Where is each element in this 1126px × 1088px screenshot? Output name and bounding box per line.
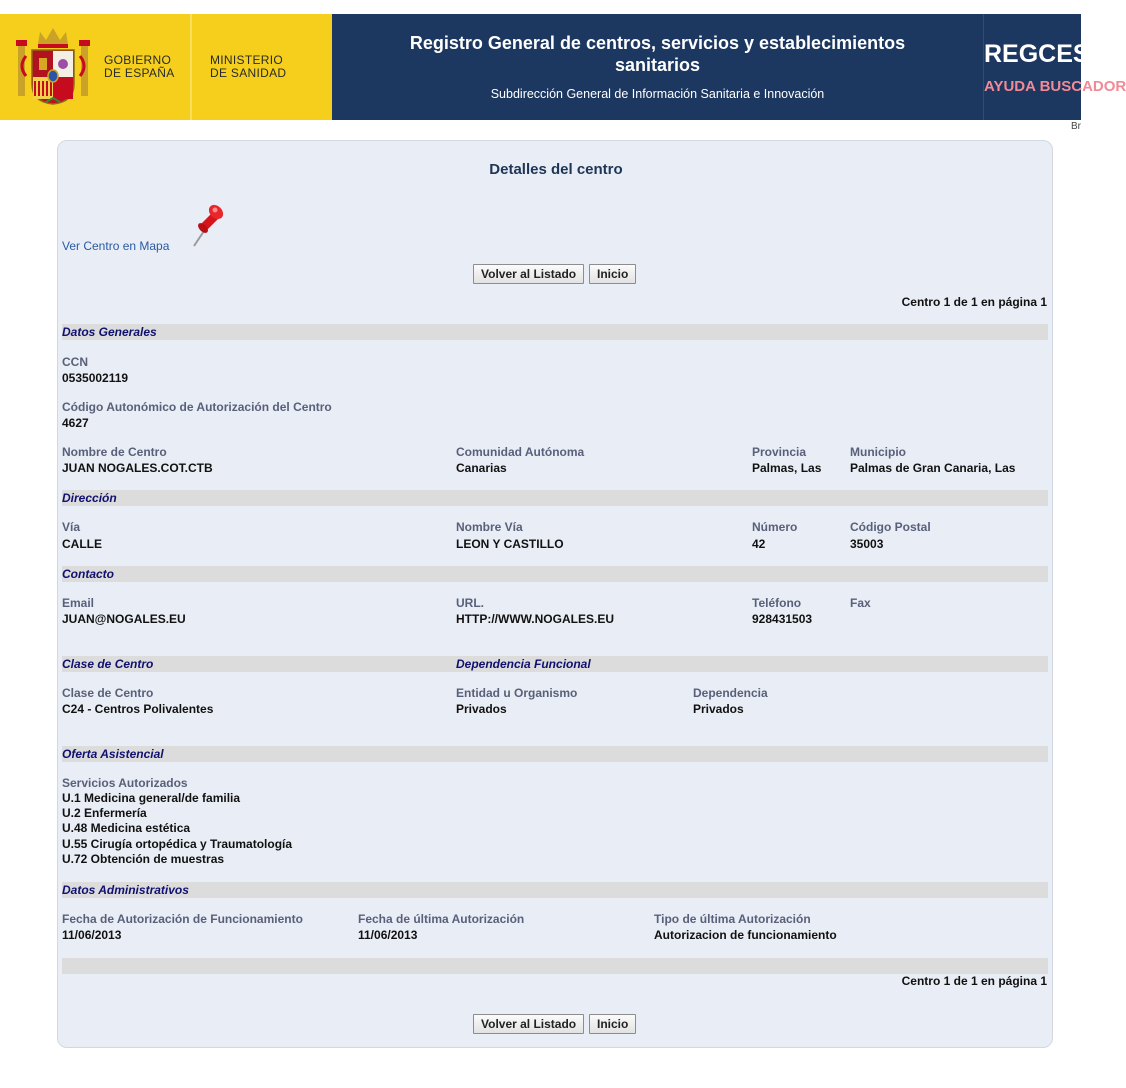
section-contacto — [62, 566, 1048, 582]
pager-top: Centro 1 de 1 en página 1 — [901, 295, 1047, 309]
provincia-value: Palmas, Las — [752, 461, 822, 475]
email-label: Email — [62, 596, 95, 610]
codigo-postal-label: Código Postal — [850, 520, 931, 534]
nombre-value: JUAN NOGALES.COT.CTB — [62, 461, 213, 475]
gobierno-line-2: DE ESPAÑA — [104, 66, 175, 80]
fecha-ultima-value: 11/06/2013 — [358, 928, 418, 942]
site-title-line-2: sanitarios — [614, 55, 701, 75]
ministerio-text — [210, 54, 286, 80]
help-link[interactable]: AYUDA BUSCADOR — [984, 78, 1126, 95]
section-clase-centro — [62, 656, 1048, 672]
nombre-via-value: LEON Y CASTILLO — [456, 537, 564, 551]
list-item: U.55 Cirugía ortopédica y Traumatología — [62, 836, 293, 851]
comunidad-label: Comunidad Autónoma — [456, 445, 585, 459]
codigo-value: 4627 — [62, 416, 89, 430]
ccn-label: CCN — [62, 355, 88, 369]
logo-divider — [190, 14, 192, 120]
entidad-label: Entidad u Organismo — [456, 686, 578, 700]
gobierno-line-1: GOBIERNO — [104, 53, 172, 67]
numero-label: Número — [752, 520, 798, 534]
map-pin-icon[interactable] — [188, 201, 228, 251]
back-to-list-button[interactable]: Volver al Listado — [473, 264, 584, 284]
email-value: JUAN@NOGALES.EU — [62, 612, 186, 626]
via-value: CALLE — [62, 537, 102, 551]
entidad-value: Privados — [456, 702, 507, 716]
numero-value: 42 — [752, 537, 766, 551]
section-heading: Clase de Centro — [62, 657, 154, 671]
coat-of-arms-icon — [16, 26, 90, 106]
dependencia-value: Privados — [693, 702, 744, 716]
panel-title: Detalles del centro — [489, 161, 623, 178]
list-item: U.48 Medicina estética — [62, 821, 191, 836]
tipo-autorizacion-value: Autorizacion de funcionamiento — [654, 928, 837, 942]
section-heading-dependencia: Dependencia Funcional — [456, 657, 591, 671]
clase-label: Clase de Centro — [62, 686, 154, 700]
codigo-postal-value: 35003 — [850, 537, 884, 551]
site-title-line-1: Registro General de centros, servicios y establecimientos — [409, 33, 906, 53]
ccn-value: 0535002119 — [62, 371, 129, 385]
ministerio-line-1: MINISTERIO — [210, 53, 284, 67]
corner-link[interactable]: Br — [1071, 121, 1081, 132]
nombre-label: Nombre de Centro — [62, 445, 167, 459]
telefono-label: Teléfono — [752, 596, 802, 610]
home-button[interactable]: Inicio — [589, 264, 636, 284]
section-heading: Contacto — [62, 567, 114, 581]
section-heading: Datos Generales — [62, 325, 157, 339]
section-datos-generales — [62, 324, 1048, 340]
ministerio-line-2: DE SANIDAD — [210, 66, 287, 80]
brand-name[interactable]: REGCESS — [984, 40, 1107, 68]
section-heading: Oferta Asistencial — [62, 747, 164, 761]
section-footer-bar — [62, 958, 1048, 974]
nombre-via-label: Nombre Vía — [456, 520, 523, 534]
home-button-bottom[interactable]: Inicio — [589, 1014, 636, 1034]
list-item: U.2 Enfermería — [62, 806, 147, 821]
list-item: U.72 Obtención de muestras — [62, 851, 225, 866]
center-details-panel — [57, 140, 1053, 1048]
fecha-ultima-label: Fecha de última Autorización — [358, 912, 525, 926]
provincia-label: Provincia — [752, 445, 807, 459]
comunidad-value: Canarias — [456, 461, 507, 475]
tipo-autorizacion-label: Tipo de última Autorización — [654, 912, 811, 926]
section-direccion — [62, 490, 1048, 506]
servicios-label: Servicios Autorizados — [62, 776, 188, 790]
section-datos-administrativos — [62, 882, 1048, 898]
site-subtitle: Subdirección General de Información Sanitaria e Innovación — [490, 87, 825, 101]
telefono-value: 928431503 — [752, 612, 813, 626]
gobierno-text — [104, 54, 175, 80]
section-heading: Datos Administrativos — [62, 883, 189, 897]
via-label: Vía — [62, 520, 81, 534]
list-item: U.1 Medicina general/de familia — [62, 791, 241, 805]
government-logo-block[interactable] — [0, 14, 332, 120]
municipio-value: Palmas de Gran Canaria, Las — [850, 461, 1016, 475]
site-title — [332, 32, 983, 76]
header-title-block — [332, 14, 983, 120]
url-value: HTTP://WWW.NOGALES.EU — [456, 612, 614, 626]
site-header — [0, 14, 1126, 120]
fecha-funcionamiento-label: Fecha de Autorización de Funcionamiento — [62, 912, 303, 926]
fecha-funcionamiento-value: 11/06/2013 — [62, 928, 122, 942]
back-to-list-button-bottom[interactable]: Volver al Listado — [473, 1014, 584, 1034]
servicios-list — [62, 791, 292, 867]
fax-label: Fax — [850, 596, 871, 610]
brand-block — [983, 14, 1126, 120]
codigo-label: Código Autonómico de Autorización del Centro — [62, 400, 332, 414]
section-oferta-asistencial — [62, 746, 1048, 762]
municipio-label: Municipio — [850, 445, 906, 459]
clase-value: C24 - Centros Polivalentes — [62, 702, 214, 716]
dependencia-label: Dependencia — [693, 686, 768, 700]
section-heading: Dirección — [62, 491, 117, 505]
url-label: URL. — [456, 596, 484, 610]
pager-bottom: Centro 1 de 1 en página 1 — [901, 974, 1047, 988]
view-on-map-link[interactable]: Ver Centro en Mapa — [62, 239, 170, 253]
